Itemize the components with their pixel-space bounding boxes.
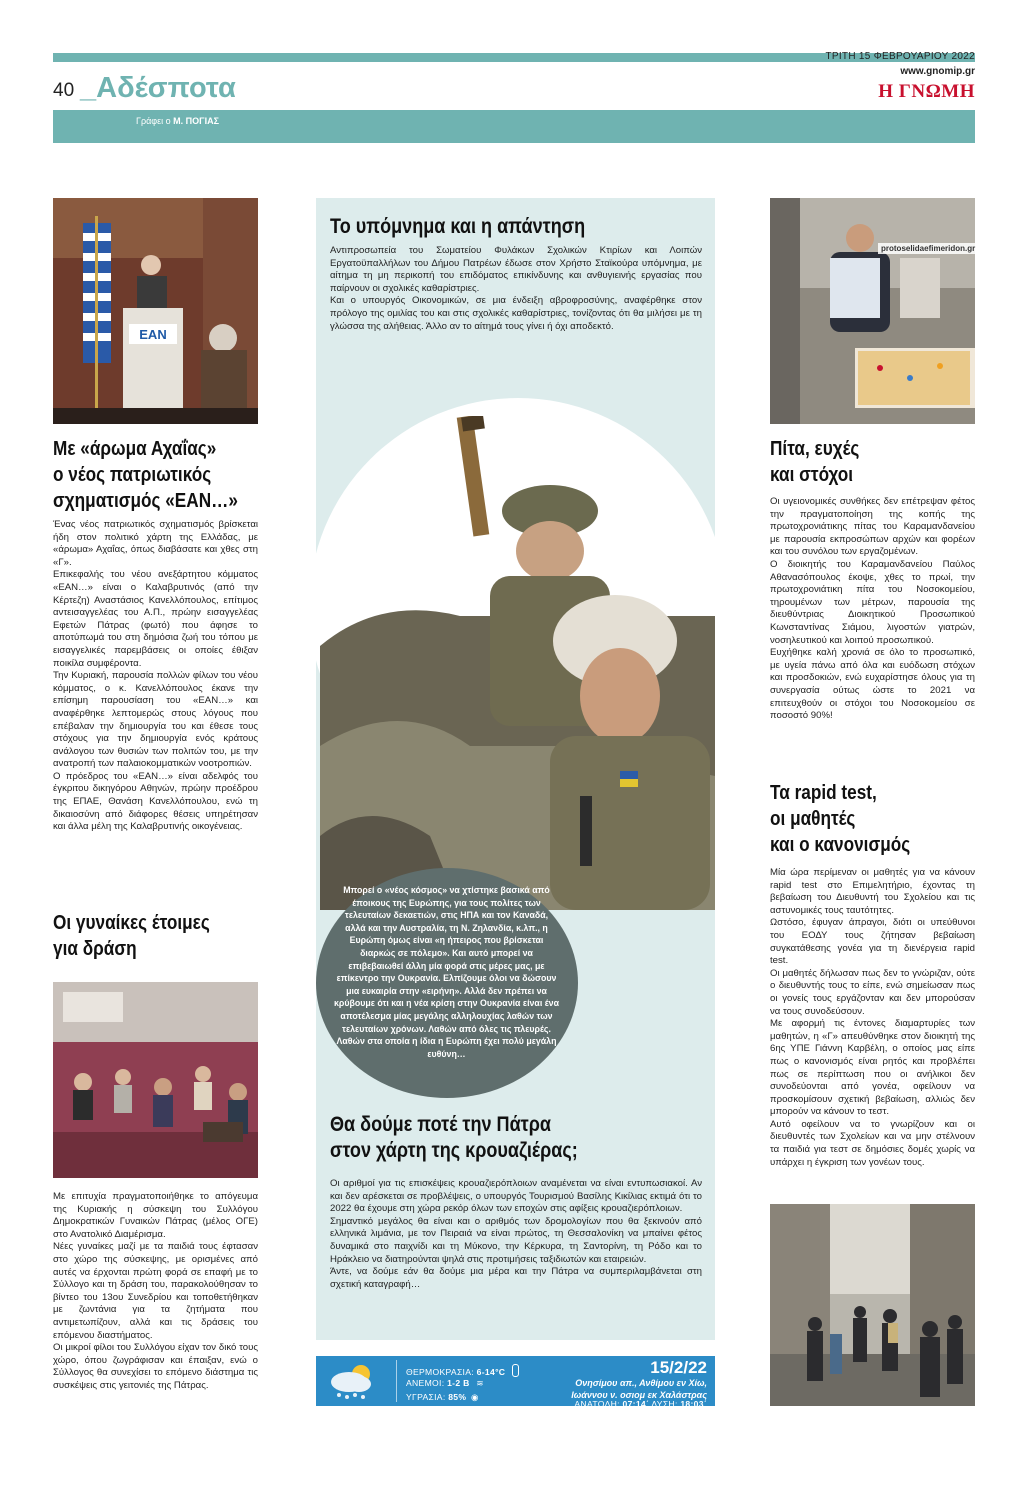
headline-memo: [330, 214, 691, 240]
photo-soldiers: [320, 416, 715, 910]
paragraph: Σημαντικό μεγάλος θα είναι και ο αριθμός των δρομολογίων που θα ξεκινούν από ελληνικά λιμάνια, με τον Πειραιά να είναι πρώτος, τη Θεσσαλονίκη να μπαίνει φέτος δυναμικά στο παιχνίδι και τη Μύκονο, την Κέρκυρα, τη Σαντορίνη, τη Ρόδο και το Ηράκλειο να διατηρούνται ψηλά στις προτιμήσεις ταξιδιωτών και εταιρειών.: [330, 1215, 702, 1265]
sunset-time: 18:03΄: [680, 1399, 707, 1409]
wind-icon: ≋: [476, 1378, 484, 1388]
weather-divider: [396, 1360, 397, 1402]
photo-women-meeting: [53, 982, 258, 1178]
photo-pie-cutting: [770, 198, 975, 424]
humidity-label: ΥΓΡΑΣΙΑ:: [406, 1392, 446, 1402]
humidity-icon: ◉: [471, 1392, 479, 1402]
sunrise-label: ΑΝΑΤΟΛΗ:: [574, 1399, 620, 1409]
name-days-line: Ιωάννου ν. οσιομ εκ Χαλάστρας: [571, 1389, 707, 1400]
quote-text: Μπορεί ο «νέος κόσμος» να χτίστηκε βασικά από έποικους της Ευρώπης, για τους πολίτες των τελευταίων δεκαετιών, στις ΗΠΑ και τον Καναδά, αλλά και την Αυστραλία, τη Ν. Ζηλανδία, κ.λπ., η Ευρώπη όμως είναι «η ήπειρος που βρίσκεται διαρκώς σε πόλεμο». Και αυτό μπορεί να επιβεβαιωθεί άλλη μία φορά στις μέρες μας, με επίκεντρο την Ουκρανία. Ελπίζουμε όλοι να δώσουν μια ευκαιρία στην «ειρήνη». Αλλά δεν πρέπει να κρύβουμε ότι και η νέα κρίση στην Ουκρανία είναι ένα αποτέλεσμα μίας μεγάλης αλληλουχίας λαθών των τελευταίων χρόνων. Λαθών από όλες τις πλευρές. Λαθών στα οποία η ίδια η Ευρώπη έχει πολύ μεγάλη ευθύνη…: [334, 885, 559, 1059]
photo-street-queue-image: [770, 1204, 975, 1406]
paragraph: Ο διοικητής του Καραμανδανείου Παύλος Αθανασόπουλος έκοψε, χθες το πρωί, την πρωτοχρονιάτικη πίτα του Νοσοκομείου, τηρουμένων των μέτρων, παρουσία της διευθύντριας Διοικητικού Προσωπικού Κωνσταντίνας Σιάμου, λιγοστών γιατρών, νοσηλευτικού και λοιπού προσωπικού.: [770, 558, 975, 646]
article-rapid-test-body: [770, 867, 975, 1169]
headline-line: στον χάρτη της κρουαζιέρας;: [330, 1139, 578, 1162]
paragraph: Ο πρόεδρος του «ΕΑΝ…» είναι αδελφός του έγκριτου δικηγόρου Αθηνών, πρώην προέδρου της ΕΠΑΕ, Θανάση Κανελλόπουλου, ενώ τη δικαιοσύνη από διάφορες θέσεις υπηρέτησαν και άλλα μέλη της Καλαβρυτινής οικογένειας.: [53, 770, 258, 833]
thermometer-icon: [512, 1364, 519, 1377]
podium-sign: ΕΑΝ: [139, 327, 167, 342]
name-days-line: Ονησίμου απ., Ανθίμου εν Χίω,: [575, 1378, 707, 1388]
headline-line: ο νέος πατριωτικός: [53, 464, 212, 486]
headline-pie: [770, 436, 976, 488]
article-ean-body: [53, 519, 258, 834]
paragraph: Ένας νέος πατριωτικός σχηματισμός βρίσκεται ήδη στον πολιτικό χάρτη της Ελλάδας, με «άρωμα» Αχαΐας, όπως διαβάσατε και χθες στη «Γ».: [53, 519, 258, 568]
section-title: [80, 72, 236, 105]
wind-label: ΑΝΕΜΟΙ:: [406, 1378, 445, 1388]
headline-line: Πίτα, ευχές: [770, 438, 860, 460]
headline-women: [53, 910, 259, 962]
paragraph: Μία ώρα περίμεναν οι μαθητές για να κάνουν rapid test στο Επιμελητήριο, έχοντας τη βεβαίωση του Διευθυντή του Σχολείου και τις αστυνομικές τους ταυτότητες.: [770, 867, 975, 916]
weather-temperature: [406, 1364, 519, 1377]
section-dash-icon: _: [80, 72, 97, 104]
photo-ean-event-image: [53, 198, 258, 424]
article-pie-body: [770, 496, 975, 723]
headline-line: Θα δούμε ποτέ την Πάτρα: [330, 1113, 552, 1136]
headline-line: Οι γυναίκες έτοιμες: [53, 912, 210, 934]
paragraph: Άντε, να δούμε εάν θα δούμε μια μέρα και την Πάτρα να συμπεριλαμβάνεται στη σχετική καταγραφή…: [330, 1266, 702, 1290]
headline-line: Τα rapid test,: [770, 782, 877, 804]
section-title-text: Αδέσποτα: [96, 72, 236, 104]
temperature-value: 6-14°C: [476, 1367, 506, 1377]
sun-times: [574, 1399, 707, 1409]
byline-author: Μ. ΠΟΓΙΑΣ: [173, 116, 219, 126]
paragraph: Οι αριθμοί για τις επισκέψεις κρουαζιερόπλοιων αναμένεται να είναι εντυπωσιακοί. Αν και δεν αρέσκεται σε προβλέψεις, ο υπουργός Τουρισμού Βασίλης Κικίλιας εκτιμά ότι το 2022 θα έχουμε στη χώρα ρεκόρ όλων των εποχών στις αφίξεις κρουαζιερόπλοιων.: [330, 1178, 702, 1215]
headline-line: Με «άρωμα Αχαΐας»: [53, 438, 217, 460]
headline-rapid-test: [770, 780, 976, 858]
page-number: 40: [53, 80, 75, 101]
paragraph: Οι υγειονομικές συνθήκες δεν επέτρεψαν φέτος την πραγματοποίηση της κοπής της πρωτοχρονιάτικης πίτας του Καραμανδανείου με παρουσία εκπροσώπων αρχών και φορέων και του συνόλου των εργαζομένων.: [770, 496, 975, 558]
article-women-body: [53, 1191, 258, 1393]
paragraph: Ευχήθηκε καλή χρονιά σε όλο το προσωπικό, με υγεία πάνω από όλα και ευόδωση στόχων και προσδοκιών, ενώ ευχαρίστησε όλους για τη συνεργασία ούτως ώστε το 2021 να επιτευχθούν οι στόχοι του Νοσοκομείου σε ποσοστό 90%!: [770, 647, 975, 722]
article-cruise-body: [330, 1178, 702, 1291]
temperature-label: ΘΕΡΜΟΚΡΑΣΙΑ:: [406, 1367, 474, 1377]
section-band: [53, 110, 975, 143]
paragraph: Και ο υπουργός Οικονομικών, σε μια ένδειξη αβροφροσύνης, αναφέρθηκε στον πρόλογο της ομιλίας του και στις σχολικές καθαρίστριες, τονίζοντας ότι θα μιλήσει με τη γλώσσα της αλήθειας. Άλλο αν το αίτημά τους γίνει ή όχι αποδεκτό.: [330, 295, 702, 332]
paragraph: Επικεφαλής του νέου ανεξάρτητου κόμματος «ΕΑΝ…» είναι ο Καλαβρυτινός (από την Κέρτεζη) Αναστάσιος Κανελλόπουλος, επίτιμος αντεισαγγελέας του Α.Π., πρώην εισαγγελέας Εφετών Πάτρας (φωτό) που άφησε το αποτύπωμά του στη δημόσια ζωή του τόπου με εισαγγελικές παρεμβάσεις οι οποίες έθιξαν ποικίλα συμφέροντα.: [53, 569, 258, 669]
wind-value: 1-2 B: [447, 1378, 470, 1388]
headline-ean: [53, 436, 259, 514]
watermark: protoselidaefimeridon.gr: [878, 243, 978, 254]
headline-line: Το υπόμνημα και η απάντηση: [330, 215, 586, 238]
website-link[interactable]: www.gnomip.gr: [900, 66, 975, 77]
photo-street-queue: [770, 1204, 975, 1406]
photo-women-meeting-image: [53, 982, 258, 1178]
weather-wind: [406, 1378, 484, 1389]
byline-prefix: Γράφει ο: [136, 116, 171, 126]
weather-date: 15/2/22: [650, 1358, 707, 1377]
byline: [136, 116, 219, 126]
headline-line: σχηματισμός «ΕΑΝ…»: [53, 490, 238, 512]
paragraph: Την Κυριακή, παρουσία πολλών φίλων του νέου κόμματος, ο κ. Κανελλόπουλος έκανε την επίσημη παρουσίαση του «ΕΑΝ…» και αναφέρθηκε λεπτομερώς στους λόγους που επέβαλαν την δημιουργία του και έθεσε τους στόχους για την δημιουργία ενός κράτους ανάλογου των θυσιών των πολιτών του, με την ανατροπή των παλαιοκομματικών νοοτροπιών.: [53, 670, 258, 770]
paragraph: Αντιπροσωπεία του Σωματείου Φυλάκων Σχολικών Κτιρίων και Λοιπών Εργατοϋπαλλήλων του Δήμου Πατρέων έδωσε στον Χρήστο Σταϊκούρα υπόμνημα, με αίτημα τη μη περικοπή του επιδόματος επικίνδυνης και ανθυγιεινής εργασίας που παίρνουν οι σχολικές καθαρίστριες.: [330, 245, 702, 294]
paragraph: Με αφορμή τις έντονες διαμαρτυρίες των μαθητών, η «Γ» απευθύνθηκε στον διοικητή της 6ης ΥΠΕ Γιάννη Καρβέλη, ο οποίος μας είπε πως ο κανονισμός είναι ρητός και προβλέπει πως σε περίπτωση που οι ανήλικοι δεν συνοδεύονται από γονέα, οφείλουν να προσκομίσουν σχετική βεβαίωση, αλλιώς δεν μπορούν να κάνουν το τεστ.: [770, 1018, 975, 1118]
headline-line: και στόχοι: [770, 464, 854, 486]
name-days: [571, 1378, 707, 1401]
paragraph: Οι μικροί φίλοι του Συλλόγου είχαν τον δικό τους χώρο, όπου ζωγράφισαν και έπαιξαν, ενώ ο Σύλλογος θα συνεχίσει το επόμενο διάστημα τις συσκέψεις στις γειτονιές της Πάτρας.: [53, 1342, 258, 1391]
photo-pie-cutting-image: [770, 198, 975, 424]
sunset-label: ΔΥΣΗ:: [651, 1399, 678, 1409]
article-memo-body: [330, 245, 702, 333]
headline-line: για δράση: [53, 938, 137, 960]
weather-humidity: [406, 1392, 479, 1403]
paragraph: Νέες γυναίκες μαζί με τα παιδιά τους έφτασαν στο χώρο της σύσκεψης, με ορισμένες από αυτές να έρχονται πρώτη φορά σε επαφή με το Σύλλογο και τη δράση του, παρακολούθησαν το βίντεο του 13ου Συνεδρίου και τοποθετήθηκαν με ζωντάνια για τα ζητήματα που αντιμετωπίζουν, αλλά και τις δράσεις του επόμενου διαστήματος.: [53, 1241, 258, 1341]
paragraph: Οι μαθητές δήλωσαν πως δεν το γνώριζαν, ούτε ο διευθυντής τους το είπε, ενώ σημείωσαν πως οι γονείς τους εργάζονταν και δεν μπορούσαν να τους συνοδεύσουν.: [770, 967, 975, 1017]
cloud-rain-sun-icon: [323, 1362, 383, 1402]
headline-line: οι μαθητές: [770, 808, 856, 830]
paragraph: Αυτό οφείλουν να το γνωρίζουν και οι διευθυντές των Σχολείων και να μην στέλνουν τα παιδιά για τεστ σε δημόσιες δομές χωρίς να υπάρχει η έγκριση των γονέων τους.: [770, 1118, 975, 1168]
sunrise-time: 07:14΄: [622, 1399, 650, 1409]
paragraph: Με επιτυχία πραγματοποιήθηκε το απόγευμα της Κυριακής η σύσκεψη του Συλλόγου Δημοκρατικών Γυναικών Πάτρας (μέλος ΟΓΕ) στο Ανατολικό Διαμέρισμα.: [53, 1191, 258, 1240]
paragraph: Ωστόσο, έφυγαν άπραγοι, διότι οι υπεύθυνοι του ΕΟΔΥ τους ζήτησαν βεβαίωση συγκατάθεσης γονέα για τη διενέργεια rapid test.: [770, 917, 975, 967]
photo-ean-event: [53, 198, 258, 424]
humidity-value: 85%: [448, 1392, 467, 1402]
newspaper-logo: Η ΓΝΩΜΗ: [878, 81, 975, 102]
headline-line: και ο κανονισμός: [770, 834, 911, 856]
issue-date: ΤΡΙΤΗ 15 ΦΕΒΡΟΥΑΡΙΟΥ 2022: [825, 51, 975, 62]
photo-soldiers-image: [320, 416, 715, 910]
headline-cruise: [330, 1112, 691, 1164]
